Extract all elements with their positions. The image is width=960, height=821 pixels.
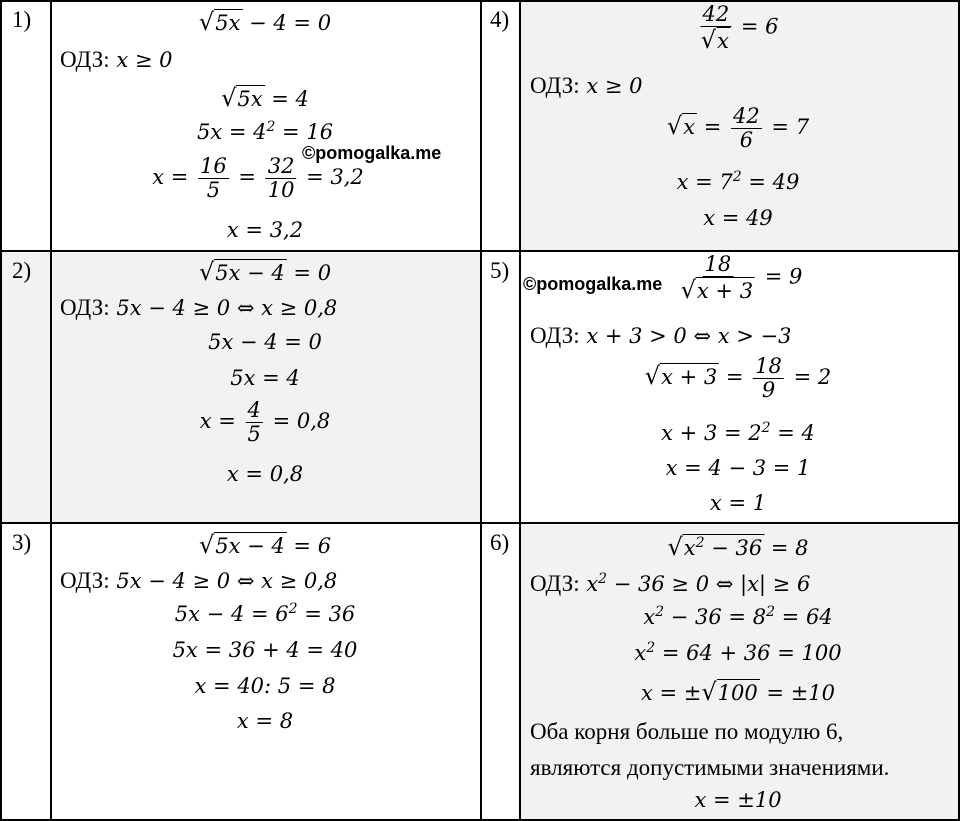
p2-step-2: 5x = 4 — [230, 366, 300, 390]
p2-step-1: 5x − 4 = 0 — [208, 330, 322, 354]
p1-equation: √5x − 4 = 0 — [198, 8, 332, 36]
p6-final: x = ±10 — [694, 788, 782, 812]
p5-step-4: x = 1 — [709, 491, 767, 515]
table-border-left — [0, 0, 2, 821]
p1-step-4: x = 3,2 — [226, 218, 304, 242]
p6-equation: $√x^2 - 36 = 8$ — [667, 533, 809, 561]
problem-number-6: 6) — [490, 530, 510, 555]
p4-step-2: $x = 7^2 = 49$ — [676, 169, 800, 194]
problem-number-1: 1) — [12, 7, 32, 32]
p6-odz: ОДЗ: $x^2 - 36 \ge 0$ ⇔ |x| ≥ 6 — [530, 571, 811, 596]
p6-note-line-2: являются допустимыми значениями. — [530, 755, 890, 780]
p5-step-1: √x + 3 = $\frac{18}{9}$ = 2 — [644, 354, 832, 402]
p2-step-3: x = $\frac{4}{5}$ = 0,8 — [199, 398, 331, 446]
p4-step-3: x = 49 — [703, 206, 773, 230]
cell-2-number-background — [2, 252, 50, 522]
p1-step-1: √5x = 4 — [221, 84, 309, 112]
problem-number-2: 2) — [12, 258, 32, 283]
p2-odz: ОДЗ: 5x − 4 ≥ 0 ⇔ x ≥ 0,8 — [60, 295, 338, 320]
p3-step-2: 5x = 36 + 4 = 40 — [172, 638, 358, 662]
p5-step-2: $x + 3 = 2^2 = 4$ — [661, 420, 815, 445]
table-col-divider-3 — [519, 0, 521, 821]
p3-equation: √5x − 4 = 6 — [198, 531, 332, 559]
p6-step-3: x = ±√100 = ±10 — [640, 678, 836, 706]
watermark-2: ©pomogalka.me — [523, 274, 663, 294]
p3-odz: ОДЗ: 5x − 4 ≥ 0 ⇔ x ≥ 0,8 — [60, 568, 338, 593]
p4-step-1: √x = $\frac{42}{6}$ = 7 — [666, 104, 810, 152]
table-col-divider-2 — [480, 0, 482, 821]
p6-step-1: $x^2 - 36 = 8^2 = 64$ — [643, 604, 833, 629]
p3-step-4: x = 8 — [236, 709, 294, 733]
p6-step-2: $x^2 = 64 + 36 = 100$ — [634, 640, 842, 665]
odz-label: ОДЗ: — [60, 47, 110, 72]
table-col-divider-1 — [50, 0, 52, 821]
p1-eq-radical: √5x — [198, 8, 241, 36]
p3-step-3: x = 40: 5 = 8 — [194, 674, 336, 698]
p5-odz: ОДЗ: x + 3 > 0 ⇔ x > −3 — [530, 323, 792, 348]
problem-number-5: 5) — [490, 258, 510, 283]
p5-equation: $\frac{18}{√x + 3}$ = 9 — [680, 252, 803, 304]
p2-step-4: x = 0,8 — [226, 462, 304, 486]
p2-equation: √5x − 4 = 0 — [198, 258, 332, 286]
p1-odz: ОДЗ: x ≥ 0 — [60, 47, 173, 72]
watermark: ©pomogalka.me — [302, 143, 442, 163]
p1-step-3: x = $\frac{16}{5}$ = $\frac{32}{10}$ = 3,2 — [152, 154, 364, 202]
problem-number-4: 4) — [490, 7, 510, 32]
problem-number-3: 3) — [12, 530, 32, 555]
p1-step-2: $5x = 4^2 = 16$ — [196, 119, 334, 144]
p6-note-line-1: Оба корня больше по модулю 6, — [530, 719, 844, 744]
p4-odz: ОДЗ: x ≥ 0 — [530, 73, 643, 98]
p5-step-3: x = 4 − 3 = 1 — [665, 456, 811, 480]
p3-step-1: $5x - 4 = 6^2 = 36$ — [174, 601, 356, 626]
p4-equation: $\frac{42}{√x}$ = 6 — [700, 2, 779, 54]
